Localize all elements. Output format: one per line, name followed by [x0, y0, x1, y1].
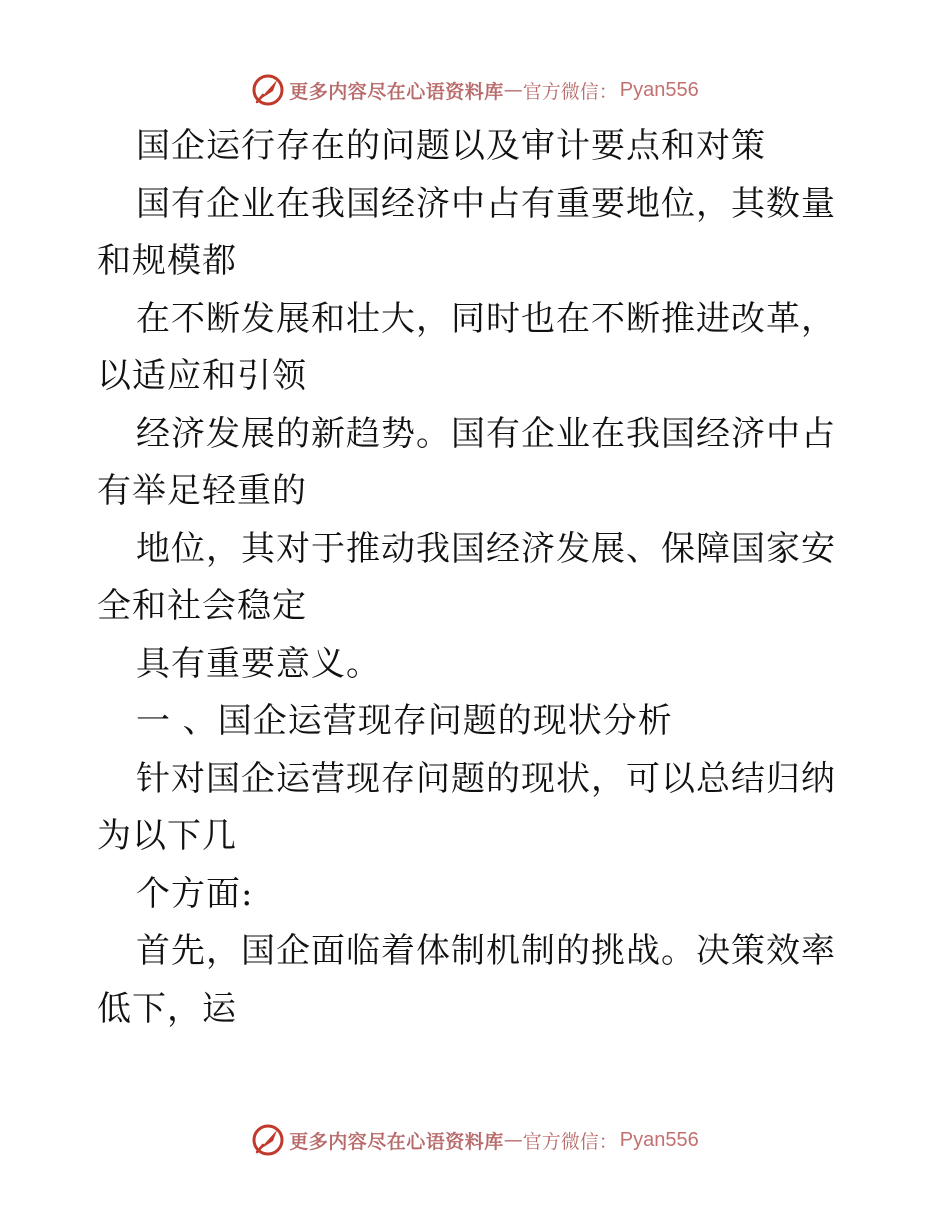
footer-banner [0, 1120, 950, 1160]
header-banner [0, 70, 950, 110]
footer-banner-text: 更多内容尽在心语资料库 [289, 1130, 504, 1153]
paragraph: 国有企业在我国经济中占有重要地位，其数量和规模都 [97, 183, 836, 281]
header-banner-text: 更多内容尽在心语资料库 [289, 80, 504, 103]
paragraph: 首先，国企面临着体制机制的挑战。决策效率低下，运 [97, 931, 836, 1029]
paragraph: 在不断发展和壮大，同时也在不断推进改革，以适应和引领 [97, 298, 836, 396]
document-body [97, 118, 857, 1038]
footer-banner-wechat-id: Pyan556 [619, 1128, 699, 1151]
paragraph: 地位，其对于推动我国经济发展、保障国家安全和社会稳定 [97, 528, 836, 626]
paragraph: 个方面: [136, 873, 254, 914]
quill-pen-logo-icon [251, 1123, 285, 1157]
quill-pen-logo-icon [251, 73, 285, 107]
section-heading: 一 、国企运营现存问题的现状分析 [136, 701, 673, 741]
header-banner-wechat-id: Pyan556 [619, 78, 699, 101]
header-banner-separator: — [503, 79, 523, 101]
header-banner-wechat-label: 官方微信： [522, 80, 618, 103]
paragraph: 针对国企运营现存问题的现状，可以总结归纳为以下几 [97, 758, 836, 856]
paragraph: 具有重要意义。 [136, 643, 381, 684]
footer-banner-wechat-label: 官方微信： [522, 1130, 618, 1153]
document-title: 国企运行存在的问题以及审计要点和对策 [136, 126, 766, 166]
footer-banner-separator: — [503, 1129, 523, 1151]
paragraph: 经济发展的新趋势。国有企业在我国经济中占有举足轻重的 [97, 413, 836, 511]
